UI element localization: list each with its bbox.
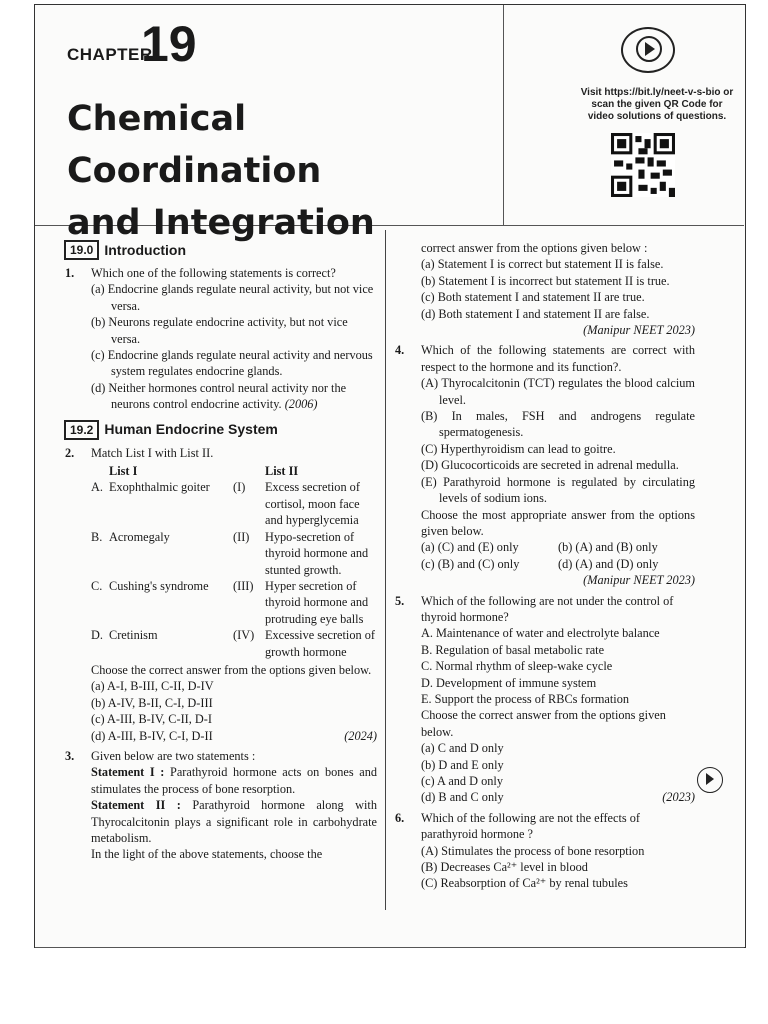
chapter-title (67, 93, 507, 249)
question-tail: In the light of the above statements, choose the (91, 847, 323, 862)
question-text: Which one of the following statements is correct? (91, 266, 336, 280)
option-a: (a) A-I, B-III, C-II, D-IV (91, 679, 214, 694)
year-tag: (2024) (344, 728, 377, 743)
item-c: (C) Reabsorption of Ca²⁺ by renal tubules (421, 876, 628, 891)
match-roman: (III) (233, 578, 254, 593)
year-tag: (2023) (662, 790, 695, 805)
chapter-title-line1: Chemical Coordination (67, 99, 322, 191)
section-title: Introduction (104, 241, 187, 258)
question-2 (65, 445, 377, 744)
item-e: E. Support the process of RBCs formation (421, 691, 630, 706)
question-number: 5. (395, 593, 405, 608)
right-column (395, 240, 695, 892)
match-roman: (I) (233, 480, 246, 495)
match-list1: Cretinism (109, 628, 158, 643)
match-list1: Cushing's syndrome (109, 578, 209, 593)
section-heading (65, 241, 377, 259)
column-divider (385, 230, 386, 910)
option-c: (c) A and D only (421, 774, 503, 788)
question-text: Which of the following are not the effects of parathyroid hormone ? (421, 810, 640, 842)
question-3 (65, 748, 377, 863)
chapter-number: 19 (141, 16, 197, 72)
page-frame (34, 4, 746, 948)
item-b: B. Regulation of basal metabolic rate (421, 642, 605, 657)
question-1 (65, 265, 377, 413)
option-b: (b) D and E only (421, 757, 504, 772)
question-number: 3. (65, 748, 75, 763)
section-heading (65, 421, 377, 439)
choose-text: Choose the correct answer from the options given below. (91, 662, 372, 677)
statement-b: (B) In males, FSH and androgens regulate spermatogenesis. (421, 409, 695, 440)
option-d: (d) B and C only (2023) (421, 790, 695, 805)
option-c: (c) Both statement I and statement II are true. (421, 290, 645, 305)
chapter-label: CHAPTER (67, 45, 153, 64)
statement-1: Statement I : Parathyroid hormone acts on bones and stimulates the process of bone resorption. (91, 765, 377, 796)
match-list2: Hypo-secretion of thyroid hormone and stunted growth. (265, 529, 369, 577)
question-5 (395, 593, 695, 806)
list-1-head: List I (109, 464, 138, 479)
statement-a: (A) Thyrocalcitonin (TCT) regulates the blood calcium level. (421, 376, 695, 407)
match-list2: Excessive secretion of growth hormone (265, 628, 375, 659)
option-c: (c) (B) and (C) only (421, 556, 520, 571)
option-c: (c) Endocrine glands regulate neural activity and nervous system regulates endocrine glands. (91, 348, 373, 379)
match-key: C. (91, 578, 103, 593)
video-play-icon[interactable] (697, 767, 723, 793)
choose-text: Choose the most appropriate answer from the options given below. (421, 507, 695, 538)
question-3-continued (395, 240, 695, 338)
match-key: A. (91, 480, 103, 495)
section-title: Human Endocrine System (104, 421, 278, 438)
options-row (421, 539, 695, 555)
list-2-head: List II (265, 464, 299, 479)
match-list1: Exophthalmic goiter (109, 480, 210, 495)
question-number: 1. (65, 266, 75, 280)
question-text: correct answer from the options given below : (421, 241, 648, 255)
section-number: 19.0 (65, 241, 98, 259)
option-b: (b) Statement I is incorrect but statement II is true. (421, 273, 670, 288)
match-list1: Acromegaly (109, 529, 170, 544)
match-roman: (IV) (233, 628, 255, 643)
option-d: (d) Both statement I and statement II are false. (421, 306, 650, 321)
question-text: Match List I with List II. (91, 445, 214, 460)
option-a: (a) Statement I is correct but statement II is false. (421, 257, 664, 272)
question-number: 6. (395, 810, 405, 825)
option-b: (b) Neurons regulate endocrine activity, but not vice versa. (91, 315, 348, 346)
match-roman: (II) (233, 529, 250, 544)
option-a: (a) (C) and (E) only (421, 540, 519, 555)
qr-code-icon[interactable] (611, 133, 675, 197)
bottom-rule (35, 947, 744, 948)
option-a: (a) C and D only (421, 741, 504, 756)
option-d: (d) A-III, B-IV, C-I, D-II (2024) (91, 728, 377, 743)
question-6 (395, 810, 695, 892)
match-list2: Excess secretion of cortisol, moon face and hyperglycemia (265, 480, 360, 528)
option-c: (c) A-III, B-IV, C-II, D-I (91, 712, 212, 727)
item-d: D. Development of immune system (421, 675, 597, 690)
option-d: (d) Neither hormones control neural activity nor the neurons control endocrine activity. (2006) (91, 380, 347, 412)
option-b: (b) A-IV, B-II, C-I, D-III (91, 695, 213, 710)
exam-tag: (Manipur NEET 2023) (583, 573, 695, 588)
left-column (65, 241, 377, 863)
question-text: Given below are two statements : (91, 748, 256, 763)
options-row (421, 556, 695, 572)
year-tag: (2006) (284, 397, 318, 412)
section-number: 19.2 (65, 421, 98, 439)
item-b: (B) Decreases Ca²⁺ level in blood (421, 860, 588, 875)
choose-text: Choose the correct answer from the options given below. (421, 708, 666, 739)
match-key: B. (91, 529, 103, 544)
video-play-icon[interactable] (621, 27, 675, 73)
match-table (91, 463, 377, 660)
option-d: (d) (A) and (D) only (558, 556, 659, 571)
item-c: C. Normal rhythm of sleep-wake cycle (421, 659, 613, 674)
item-a: A. Maintenance of water and electrolyte balance (421, 626, 660, 641)
option-a: (a) Endocrine glands regulate neural activity, but not vice versa. (91, 282, 374, 313)
item-a: (A) Stimulates the process of bone resorption (421, 843, 645, 858)
option-b: (b) (A) and (B) only (558, 540, 658, 555)
match-key: D. (91, 628, 103, 643)
qr-caption: Visit https://bit.ly/neet-v-s-bio or scan the given QR Code for video solutions of questions. (580, 87, 734, 122)
question-4 (395, 342, 695, 588)
statement-2: Statement II : Parathyroid hormone along with Thyrocalcitonin plays a significant role in carbohydrate metabolism. (91, 798, 377, 845)
exam-tag: (Manipur NEET 2023) (583, 323, 695, 338)
statement-c: (C) Hyperthyroidism can lead to goitre. (421, 441, 616, 456)
match-list2: Hyper secretion of thyroid hormone and protruding eye balls (265, 578, 369, 626)
question-number: 4. (395, 343, 405, 358)
statement-d: (D) Glucocorticoids are secreted in adrenal medulla. (421, 458, 679, 473)
statement-e: (E) Parathyroid hormone is regulated by circulating levels of sodium ions. (421, 474, 695, 506)
question-number: 2. (65, 445, 75, 460)
question-text: Which of the following statements are correct with respect to the hormone and its function?. (421, 343, 695, 374)
chapter-header (35, 5, 744, 243)
question-text: Which of the following are not under the control of thyroid hormone? (421, 593, 674, 624)
chapter-title-line2: and Integration (67, 203, 375, 243)
